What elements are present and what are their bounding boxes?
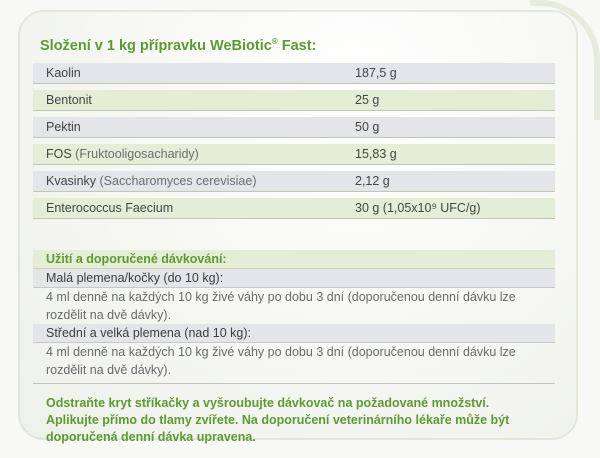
- ingredient-amount: 15,83 g: [355, 147, 397, 161]
- ingredient-amount: 50 g: [355, 120, 380, 134]
- ingredient-amount: 30 g (1,05x10⁹ UFC/g): [355, 201, 481, 215]
- small-breeds-text: 4 ml denně na každých 10 kg živé váhy po dobu 3 dní (doporučenou denní dávku lze rozdělit na dvě dávky).: [46, 290, 516, 322]
- ingredient-name: Enterococcus Faecium: [46, 201, 174, 215]
- small-breeds-label: Malá plemena/kočky (do 10 kg):: [33, 269, 555, 288]
- section-divider: [33, 379, 555, 384]
- large-breeds-text: 4 ml denně na každých 10 kg živé váhy po dobu 3 dní (doporučenou denní dávku lze rozdělit na dvě dávky).: [46, 345, 516, 377]
- ingredient-name: Kvasinky (Saccharomyces cerevisiae): [46, 174, 257, 188]
- usage-note-line: doporučená denní dávka upravena.: [46, 430, 256, 444]
- composition-title: Složení v 1 kg přípravku WeBiotic® Fast:: [40, 37, 317, 54]
- usage-note: [46, 395, 556, 446]
- composition-row: [33, 144, 555, 165]
- composition-row: [33, 117, 555, 138]
- composition-row: [33, 63, 555, 84]
- composition-table: [33, 63, 555, 225]
- usage-note-line: Odstraňte kryt stříkačky a vyšroubujte dávkovač na požadované množství.: [46, 396, 490, 410]
- large-breeds-label: Střední a velká plemena (nad 10 kg):: [33, 324, 555, 343]
- ingredient-name: Bentonit: [46, 93, 92, 107]
- dosage-section: [33, 250, 555, 384]
- ingredient-name: Kaolin: [46, 66, 81, 80]
- ingredient-name: FOS (Fruktooligosacharidy): [46, 147, 199, 161]
- ingredient-amount: 2,12 g: [355, 174, 390, 188]
- composition-row: [33, 171, 555, 192]
- usage-note-line: Aplikujte přímo do tlamy zvířete. Na doporučení veterinárního lékaře může být: [46, 413, 510, 427]
- ingredient-name: Pektin: [46, 120, 81, 134]
- ingredient-amount: 25 g: [355, 93, 380, 107]
- composition-row: [33, 198, 555, 219]
- dosage-heading: Užití a doporučené dávkování:: [33, 250, 555, 269]
- ingredient-amount: 187,5 g: [355, 66, 397, 80]
- composition-row: [33, 90, 555, 111]
- registered-mark: ®: [271, 37, 278, 46]
